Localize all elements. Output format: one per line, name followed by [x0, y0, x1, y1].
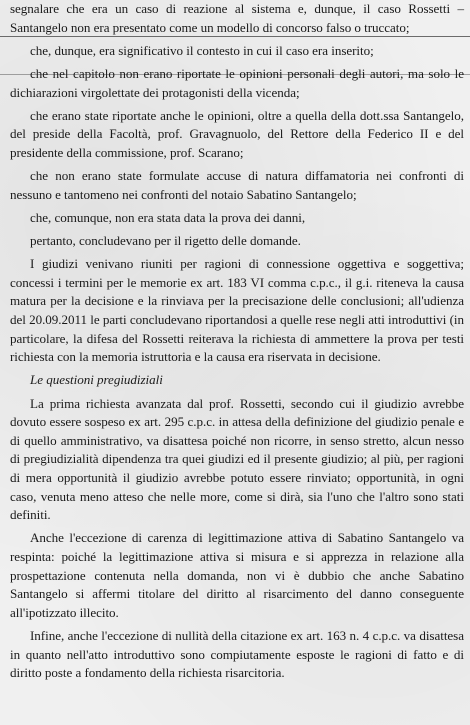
- paragraph: I giudizi venivano riuniti per ragioni di connessione oggettiva e soggettiva; concessi i termini per le memorie ex art. 183 VI comma c.p.c., il g.i. riteneva la causa matura per la decisione e la rinviava per la precisazione delle conclusioni; all'udienza del 20.09.2011 le parti concludevano riportandosi a quelle rese negli atti introduttivi (in particolare, la difesa del Rossetti reiterava la richiesta di ammettere la prova per testi richiesta con la memoria istruttoria e la causa era riservata in decisione.: [10, 256, 464, 365]
- paragraph: Anche l'eccezione di carenza di legittimazione attiva di Sabatino Santangelo va respinta: poiché la legittimazione attiva si misura e si apprezza in relazione alla prospettazione contenuta nella domanda, non vi è dubbio che anche Sabatino Santangelo si affermi titolare del diritto al risarcimento del danno conseguente all'ipotizzato illecito.: [10, 530, 464, 620]
- section-heading: Le questioni pregiudiziali: [30, 372, 163, 388]
- paragraph: che, dunque, era significativo il contesto in cui il caso era inserito;: [30, 42, 374, 58]
- paragraph: pertanto, concludevano per il rigetto delle domande.: [30, 233, 301, 249]
- paragraph: segnalare che era un caso di reazione al sistema e, dunque, il caso Rossetti – Santangelo non era presentato come un modello di concorso falso o truccato;: [10, 1, 464, 35]
- paragraph: La prima richiesta avanzata dal prof. Rossetti, secondo cui il giudizio avrebbe dovuto essere sospeso ex art. 295 c.p.c. in attesa della definizione del giudizio penale e di quello amministrativo, va disattesa poiché non ricorre, in senso stretto, alcun nesso di pregiudizialità dipendenza tra quei giudizi ed il presente giudizio; al più, per ragioni di mera opportunità il giudizio avrebbe potuto essere rinviato; opportunità, in ogni caso, venuta meno atteso che nelle more, come si dirà, sia l'uno che l'altro sono stati definiti.: [10, 395, 464, 523]
- document-body: [10, 0, 464, 683]
- paragraph: che erano state riportate anche le opinioni, oltre a quella della dott.ssa Santangelo, del preside della Facoltà, prof. Gravagnuolo, del Rettore della Federico II e del presidente della commissione, prof. Scarano;: [10, 107, 464, 160]
- paragraph: che nel capitolo non erano riportate le opinioni personali degli autori, ma solo le dichiarazioni virgolettate dei protagonisti della vicenda;: [10, 65, 464, 100]
- paragraph: che, comunque, non era stata data la prova dei danni,: [30, 209, 306, 225]
- paragraph: che non erano state formulate accuse di natura diffamatoria nei confronti di nessuno e tantomeno nei confronti del notaio Sabatino Santangelo;: [10, 168, 464, 202]
- paragraph: Infine, anche l'eccezione di nullità della citazione ex art. 163 n. 4 c.p.c. va disattesa in quanto nell'atto introduttivo sono compiutamente esposte le ragioni di fatto e di diritto poste a fondamento della richiesta risarcitoria.: [10, 627, 464, 681]
